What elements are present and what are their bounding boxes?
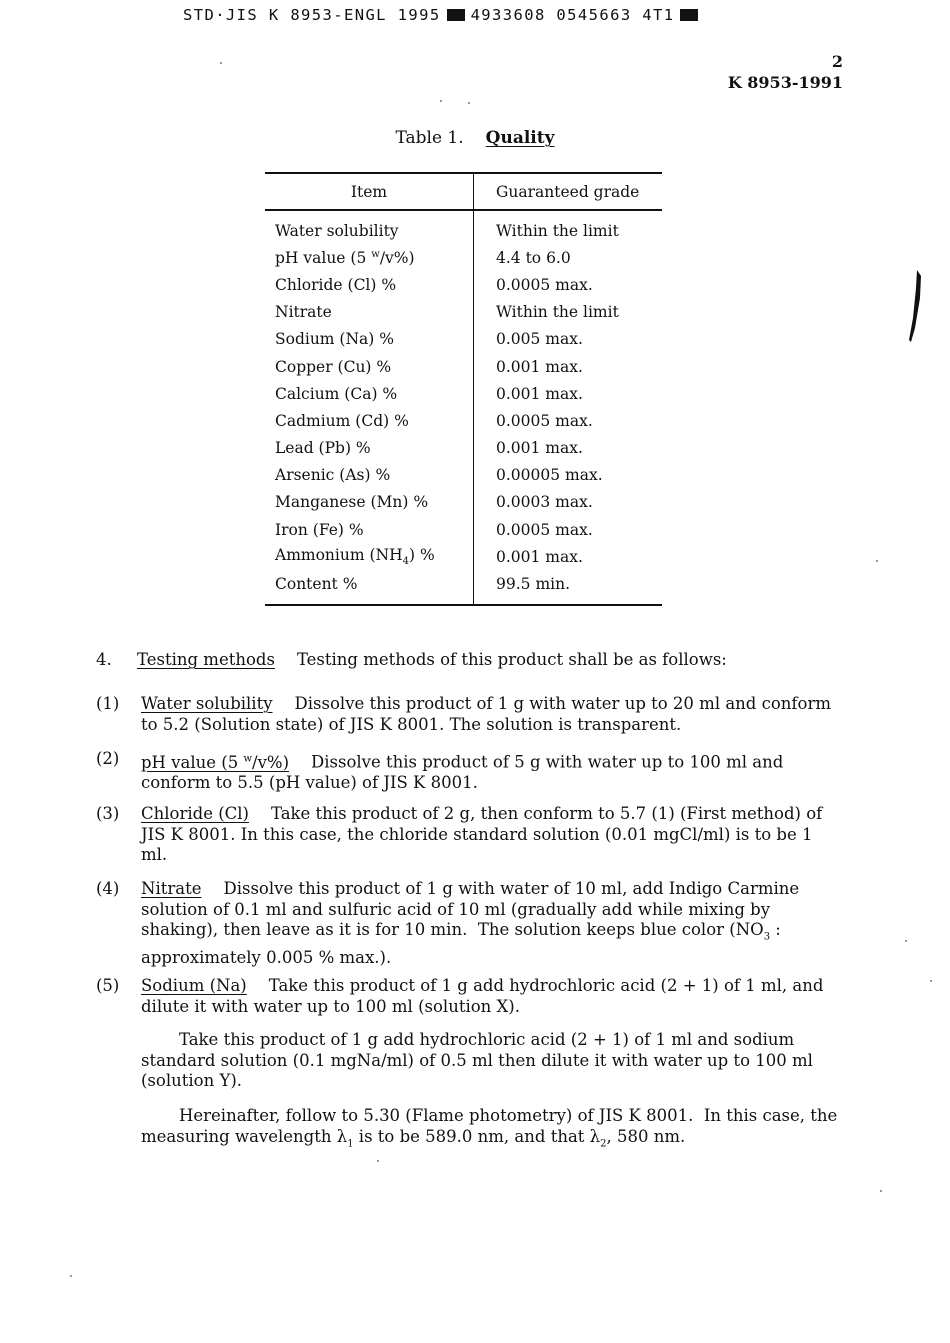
grade-cell: Within the limit (496, 303, 619, 322)
grade-cell: 99.5 min. (474, 570, 663, 604)
method-number: (3) (96, 804, 120, 823)
section-intro: Testing methods of this product shall be as follows: (296, 650, 727, 669)
item-cell: Nitrate (265, 299, 474, 326)
quality-table (265, 172, 662, 606)
scan-speck (440, 100, 442, 102)
section-title: Testing methods (137, 650, 275, 669)
grade-cell: 0.001 max. (496, 547, 583, 566)
grade-cell: 0.005 max. (496, 330, 583, 349)
scan-speck (876, 560, 878, 562)
grade-cell: 0.001 max. (496, 439, 583, 458)
method-text: Dissolve this product of 5 g with water up to 100 ml and conform to 5.5 (pH value) of JIS K 8001. (141, 752, 784, 792)
grade-cell: 0.0003 max. (496, 493, 593, 512)
table-header-row (265, 173, 662, 210)
method-title: Sodium (Na) (141, 976, 247, 995)
method-paragraph (141, 749, 841, 794)
method-title: Nitrate (141, 879, 202, 898)
document-code: K 8953-1991 (727, 73, 843, 92)
method-paragraph (141, 804, 841, 866)
method-title: Chloride (Cl) (141, 804, 249, 823)
item-cell: Lead (Pb) % (265, 435, 474, 462)
method-text: Take this product of 1 g add hydrochloric acid (2 + 1) of 1 ml, and dilute it with water up to 100 ml (solution X). (141, 976, 824, 1016)
scan-speck (220, 62, 222, 64)
method-text: Dissolve this product of 1 g with water of 10 ml, add Indigo Carmine solution of 0.1 ml and sulfuric acid of 10 ml (gradually add while mixing by shaking), then leave as it is for 10 min. The solution keeps blue color ($NO_3$ : approximately 0.005 % max.). (141, 879, 800, 967)
table-row (265, 516, 662, 543)
method-number: (1) (96, 694, 120, 713)
grade-cell: 0.0005 max. (496, 520, 593, 539)
column-header-item: Item (265, 173, 474, 210)
table-row (265, 570, 662, 604)
scan-speck (70, 1275, 72, 1277)
column-header-grade: Guaranteed grade (474, 173, 663, 210)
table-row (265, 462, 662, 489)
table-row (265, 299, 662, 326)
table-row (265, 353, 662, 380)
grade-cell: 0.001 max. (496, 357, 583, 376)
section-number: 4. (96, 650, 112, 669)
item-cell: Content % (265, 570, 474, 604)
scan-speck (905, 940, 907, 942)
item-cell: Ammonium $(NH_4)$ % (265, 543, 474, 570)
table-row (265, 326, 662, 353)
scan-speck (377, 1160, 379, 1162)
table-row (265, 244, 662, 271)
table-row (265, 543, 662, 570)
grade-cell: 0.00005 max. (496, 466, 603, 485)
item-cell: Iron (Fe) % (265, 516, 474, 543)
grade-cell: Within the limit (496, 221, 619, 240)
scan-speck (468, 102, 470, 104)
section-heading (137, 650, 857, 671)
method-number: (2) (96, 749, 120, 768)
method-title: pH value (5 $^w$/v%) (141, 752, 290, 772)
table-row (265, 407, 662, 434)
method-paragraph (141, 694, 841, 735)
grade-cell: 0.0005 max. (496, 275, 593, 294)
grade-cell: 0.001 max. (496, 384, 583, 403)
table-row (265, 271, 662, 298)
table-caption (0, 128, 950, 148)
table-row (265, 210, 662, 244)
grade-cell: 0.0005 max. (496, 411, 593, 430)
document-header-code (183, 6, 704, 24)
header-serial-code: 4933608 0545663 4T1 (470, 6, 675, 24)
header-standard-code: STD·JIS K 8953-ENGL 1995 (183, 6, 441, 24)
item-cell: Calcium (Ca) % (265, 380, 474, 407)
method-number: (4) (96, 879, 120, 898)
table-row (265, 489, 662, 516)
item-cell: Copper (Cu) % (265, 353, 474, 380)
method-paragraph-continued: Take this product of 1 g add hydrochloric acid (2 + 1) of 1 ml and sodium standard solution (0.1 mgNa/ml) of 0.5 ml then dilute it with water up to 100 ml (solution Y). (141, 1030, 813, 1090)
table-row (265, 435, 662, 462)
item-cell: Water solubility (265, 210, 474, 244)
method-number: (5) (96, 976, 120, 995)
table-row (265, 380, 662, 407)
scan-mark-icon (908, 268, 922, 344)
page-number: 2 (831, 52, 843, 71)
item-cell: Arsenic (As) % (265, 462, 474, 489)
item-cell: Manganese (Mn) % (265, 489, 474, 516)
table-caption-prefix: Table 1. (395, 128, 464, 148)
item-cell: Sodium (Na) % (265, 326, 474, 353)
barcode-block (680, 9, 698, 21)
method-paragraph (141, 976, 841, 1017)
grade-cell: 4.4 to 6.0 (496, 248, 571, 267)
item-cell: Chloride (Cl) % (265, 271, 474, 298)
method-text: Dissolve this product of 1 g with water up to 20 ml and conform to 5.2 (Solution state) of JIS K 8001. The solution is transparent. (141, 694, 831, 734)
method-paragraph (141, 879, 841, 968)
scan-speck (930, 980, 932, 982)
method-title: Water solubility (141, 694, 273, 713)
item-cell: pH value (5 $^w$/v%) (265, 244, 474, 271)
method-text: Take this product of 2 g, then conform to 5.7 (1) (First method) of JIS K 8001. In this case, the chloride standard solution (0.01 mgCl/ml) is to be 1 ml. (141, 804, 823, 864)
barcode-block (447, 9, 465, 21)
method-paragraph-continued: Hereinafter, follow to 5.30 (Flame photometry) of JIS K 8001. In this case, the measuring wavelength $\lambda_1$ is to be 589.0 nm, and that $\lambda_2$, 580 nm. (141, 1106, 838, 1149)
table-caption-title: Quality (485, 128, 555, 148)
item-cell: Cadmium (Cd) % (265, 407, 474, 434)
scan-speck (880, 1190, 882, 1192)
